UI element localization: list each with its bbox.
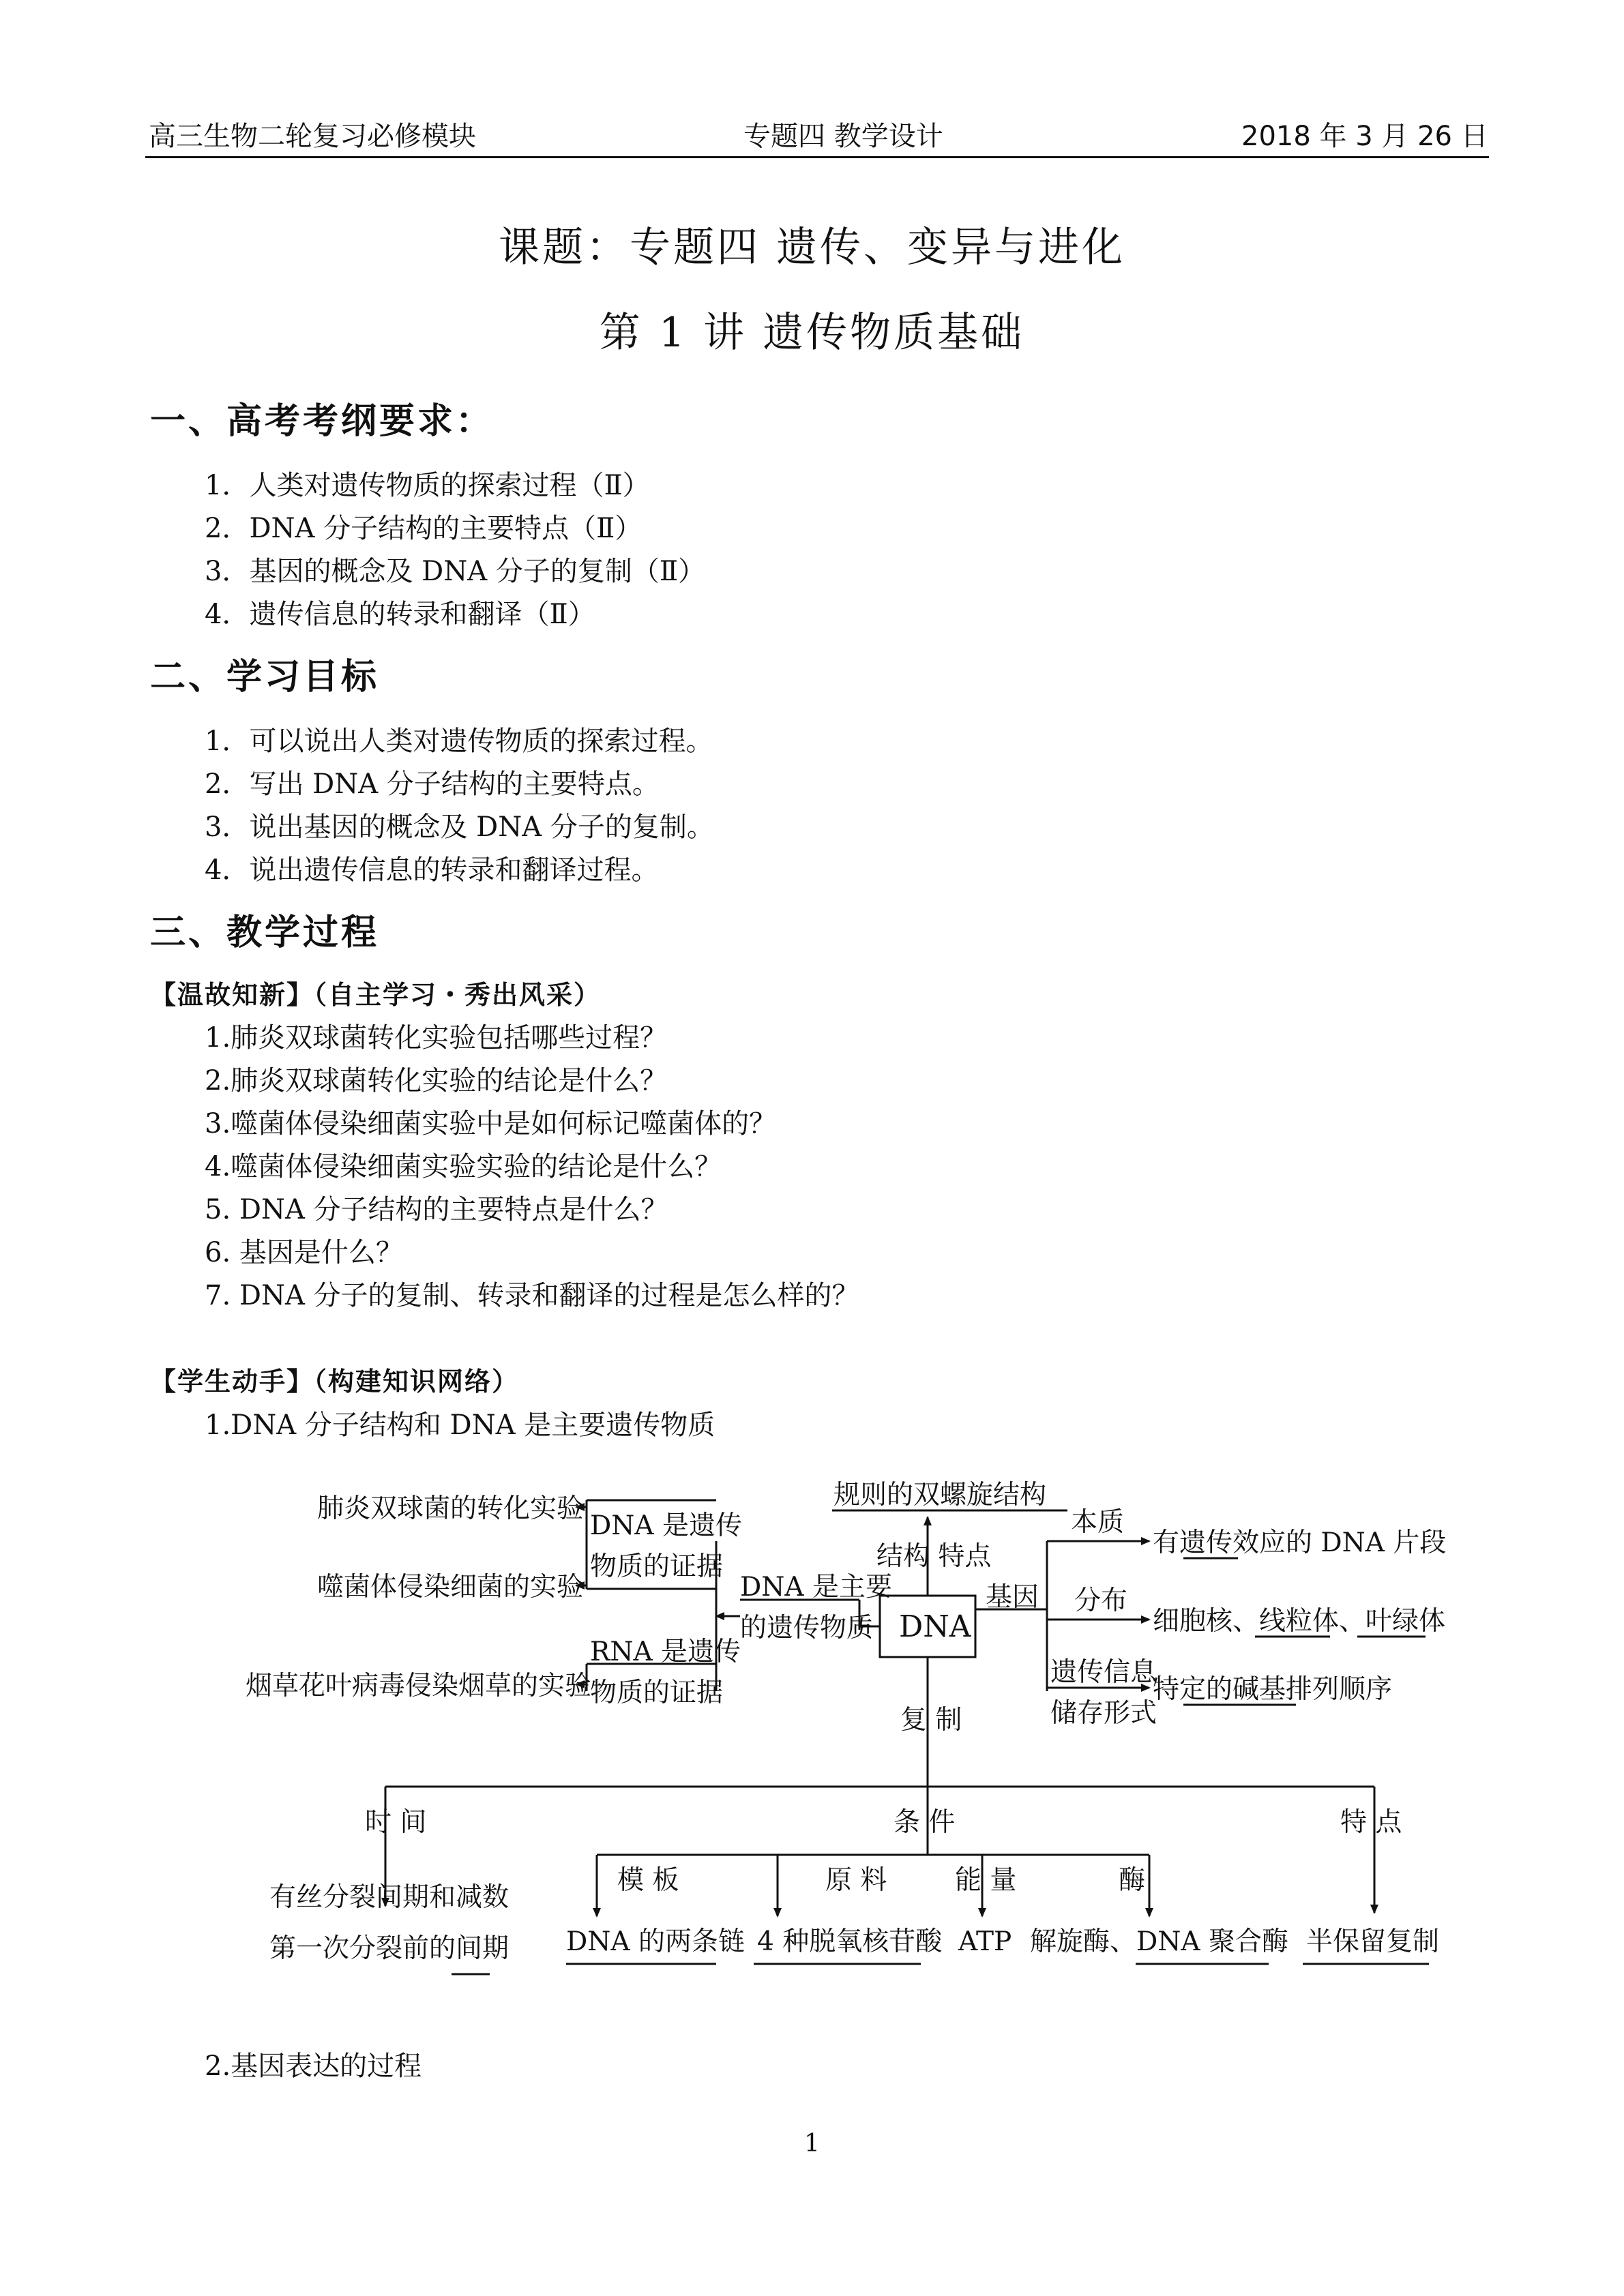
material-label: 原 料 (825, 1865, 887, 1896)
section3-heading: 三、教学过程 (150, 912, 380, 953)
dna-center-label: DNA (899, 1609, 971, 1644)
exp-pneumococcus: 肺炎双球菌的转化实验 (317, 1493, 584, 1524)
distribution-value: 细胞核、线粒体、叶绿体 (1153, 1606, 1446, 1637)
condition-label: 条 件 (894, 1807, 956, 1838)
section2-item: 1．可以说出人类对遗传物质的探索过程。 (205, 726, 713, 757)
time-value-2: 第一次分裂前的间期 (269, 1933, 510, 1964)
energy-label: 能 量 (955, 1865, 1017, 1896)
section2-item: 3．说出基因的概念及 DNA 分子的复制。 (205, 811, 714, 843)
storage-label-1: 遗传信息 (1050, 1657, 1157, 1688)
main-genetic-2: 的遗传物质 (740, 1613, 874, 1643)
practice-item: 1.DNA 分子结构和 DNA 是主要遗传物质 (205, 1410, 715, 1441)
lesson-title: 课题：专题四 遗传、变异与进化 (498, 224, 1126, 271)
essence-label: 本质 (1071, 1507, 1125, 1538)
lesson-subtitle: 第 1 讲 遗传物质基础 (599, 309, 1025, 357)
dna-evidence-1: DNA 是遗传 (590, 1510, 742, 1541)
time-value-1: 有丝分裂间期和减数 (269, 1882, 510, 1913)
header-left: 高三生物二轮复习必修模块 (149, 121, 476, 152)
structure-feature-label: 结构 特点 (876, 1541, 992, 1572)
review-question: 4.噬菌体侵染细菌实验实验的结论是什么？ (205, 1151, 722, 1182)
feature-value: 半保留复制 (1306, 1926, 1440, 1957)
practice-item: 2.基因表达的过程 (205, 2051, 422, 2082)
template-label: 模 板 (617, 1865, 679, 1896)
helix-structure: 规则的双螺旋结构 (833, 1480, 1047, 1510)
review-question: 5. DNA 分子结构的主要特点是什么？ (205, 1194, 668, 1225)
material-value: 4 种脱氧核苷酸 (757, 1926, 943, 1957)
section2-item: 4．说出遗传信息的转录和翻译过程。 (205, 854, 659, 886)
section1-item: 2．DNA 分子结构的主要特点（Ⅱ） (205, 513, 643, 544)
practice-label: 【学生动手】（构建知识网络） (150, 1366, 520, 1397)
review-label: 【温故知新】（自主学习・秀出风采） (150, 979, 602, 1010)
page-number: 1 (804, 2130, 820, 2158)
header-center: 专题四 教学设计 (743, 121, 943, 152)
storage-value: 特定的碱基排列顺序 (1153, 1674, 1393, 1705)
exp-phage: 噬菌体侵染细菌的实验 (317, 1572, 584, 1602)
time-label: 时 间 (365, 1807, 427, 1838)
review-question: 2.肺炎双球菌转化实验的结论是什么？ (205, 1065, 668, 1097)
review-question: 3.噬菌体侵染细菌实验中是如何标记噬菌体的？ (205, 1108, 777, 1139)
section1-heading: 一、高考考纲要求： (150, 400, 494, 442)
rna-evidence-1: RNA 是遗传 (590, 1637, 741, 1667)
section2-item: 2．写出 DNA 分子结构的主要特点。 (205, 769, 660, 800)
essence-value: 有遗传效应的 DNA 片段 (1153, 1527, 1447, 1558)
section1-item: 1．人类对遗传物质的探索过程（Ⅱ） (205, 470, 650, 501)
enzyme-value: 解旋酶、DNA 聚合酶 (1030, 1926, 1288, 1957)
feature-label: 特 点 (1340, 1807, 1402, 1838)
header-right: 2018 年 3 月 26 日 (1241, 121, 1488, 152)
review-question: 7. DNA 分子的复制、转录和翻译的过程是怎么样的？ (205, 1280, 859, 1311)
exp-tmv: 烟草花叶病毒侵染烟草的实验 (246, 1671, 592, 1701)
review-question: 1.肺炎双球菌转化实验包括哪些过程？ (205, 1022, 668, 1054)
section2-heading: 二、学习目标 (150, 656, 380, 698)
gene-label: 基因 (986, 1582, 1039, 1613)
review-question: 6. 基因是什么？ (205, 1237, 403, 1268)
section1-item: 4．遗传信息的转录和翻译（Ⅱ） (205, 599, 595, 630)
replication-label: 复 制 (900, 1705, 962, 1735)
section1-item: 3．基因的概念及 DNA 分子的复制（Ⅱ） (205, 556, 706, 587)
dna-evidence-2: 物质的证据 (590, 1551, 724, 1582)
energy-value: ATP (958, 1926, 1012, 1957)
storage-label-2: 储存形式 (1050, 1698, 1157, 1729)
template-value: DNA 的两条链 (566, 1926, 745, 1957)
main-genetic-1: DNA 是主要 (740, 1572, 892, 1602)
enzyme-label: 酶 (1119, 1865, 1146, 1896)
distribution-label: 分布 (1074, 1585, 1128, 1616)
rna-evidence-2: 物质的证据 (590, 1678, 724, 1708)
